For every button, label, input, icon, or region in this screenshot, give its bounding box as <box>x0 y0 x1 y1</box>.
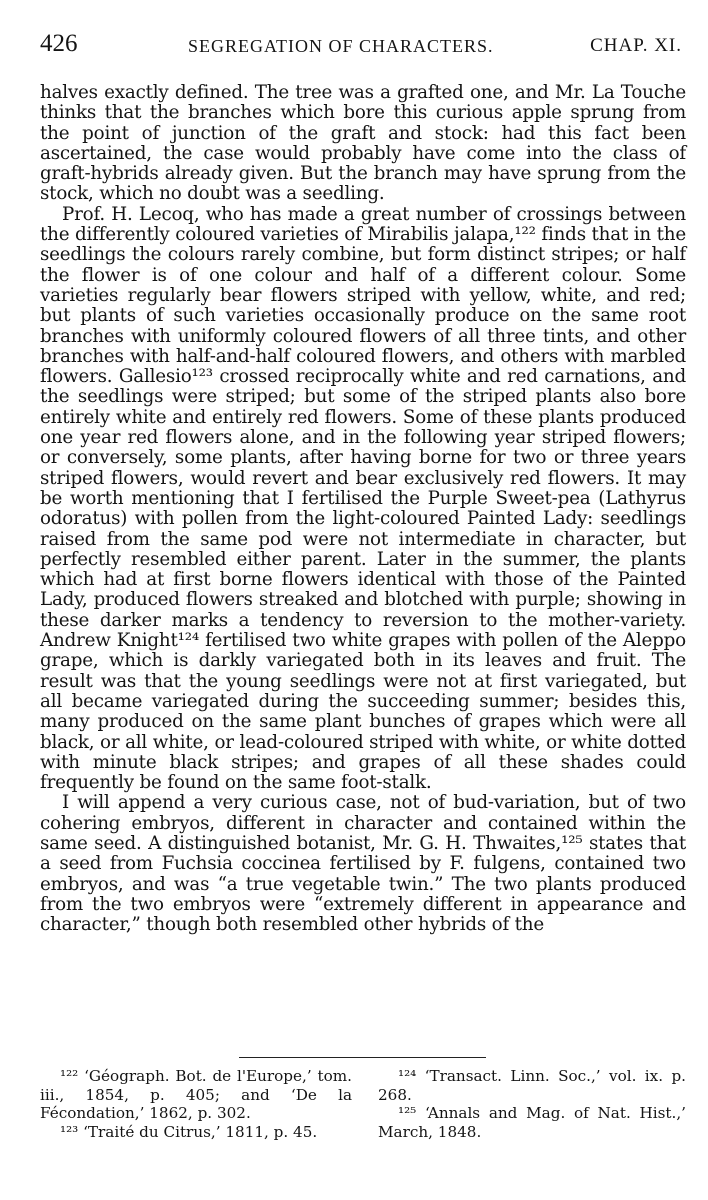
paragraph-thwaites: I will append a very curious case, not of bud-variation, but of two cohering embryos, different in character and contained within the same seed. A distinguished botanist, Mr. G. H. Thwaites,¹²⁵ states that a seed from Fuchsia coccinea fertilised by F. fulgens, contained two embryos, and was “a true vegetable twin.” The two plants produced from the two embryos were “extremely different in appearance and character,” though both resembled other hybrids of the <box>40 792 686 936</box>
paragraph-lecoq: Prof. H. Lecoq, who has made a great number of crossings between the differently coloured varieties of Mirabilis jalapa,¹²² finds that in the seedlings the colours rarely combine, but form distinct stripes; or half the flower is of one colour and half of a different colour. Some varieties regularly bear flowers striped with yellow, white, and red; but plants of such varieties occasionally produce on the same root branches with uniformly coloured flowers of all three tints, and other branches with half-and-half coloured flowers, and others with marbled flowers. Gallesio¹²³ crossed reciprocally white and red carnations, and the seedlings were striped; but some of the striped plants also bore entirely white and entirely red flowers. Some of these plants produced one year red flowers alone, and in the following year striped flowers; or conversely, some plants, after having borne for two or three years striped flowers, would revert and bear exclusively red flowers. It may be worth mentioning that I fertilised the Purple Sweet-pea (Lathyrus odoratus) with pollen from the light-coloured Painted Lady: seedlings raised from the same pod were not intermediate in character, but perfectly resembled either parent. Later in the summer, the plants which had at first borne flowers identical with those of the Painted Lady, produced flowers streaked and blotched with purple; showing in these darker marks a tendency to reversion to the mother-variety. Andrew Knight¹²⁴ fertilised two white grapes with pollen of the Aleppo grape, which is darkly variegated both in its leaves and fruit. The result was that the young seedlings were not at first variegated, but all became variegated during the succeeding summer; besides this, many produced on the same plant bunches of grapes which were all black, or all white, or lead-coloured striped with white, or white dotted with minute black stripes; and grapes of all these shades could frequently be found on the same foot-stalk. <box>40 203 686 794</box>
paragraph-continuation: halves exactly defined. The tree was a grafted one, and Mr. La Touche thinks that the branches which bore this curious apple sprung from the point of junction of the graft and stock: had this fact been ascertained, the case would probably have come into the class of graft-hybrids already given. But the branch may have sprung from the stock, which no doubt was a seedling. <box>40 82 686 205</box>
footnote-123: ¹²³ ‘Traité du Citrus,’ 1811, p. 45. <box>60 1123 318 1142</box>
chapter-label: CHAP. XI. <box>590 35 682 56</box>
footnote-124: ¹²⁴ ‘Transact. Linn. Soc.,’ vol. ix. p. 268. <box>378 1067 686 1104</box>
footnotes-left-column <box>40 1067 352 1142</box>
footnote-125: ¹²⁵ ‘Annals and Mag. of Nat. Hist.,’ March, 1848. <box>378 1104 686 1142</box>
footnote-divider <box>239 1057 486 1058</box>
running-title: SEGREGATION OF CHARACTERS. <box>188 36 494 56</box>
body-text <box>40 83 686 935</box>
page-number: 426 <box>40 30 78 57</box>
footnote-122: ¹²² ‘Géograph. Bot. de l'Europe,’ tom. iii., 1854, p. 405; and ‘De la Fécondation,’ 1862, p. 302. <box>40 1067 352 1123</box>
running-header <box>40 30 686 62</box>
footnotes-right-column <box>378 1067 686 1142</box>
